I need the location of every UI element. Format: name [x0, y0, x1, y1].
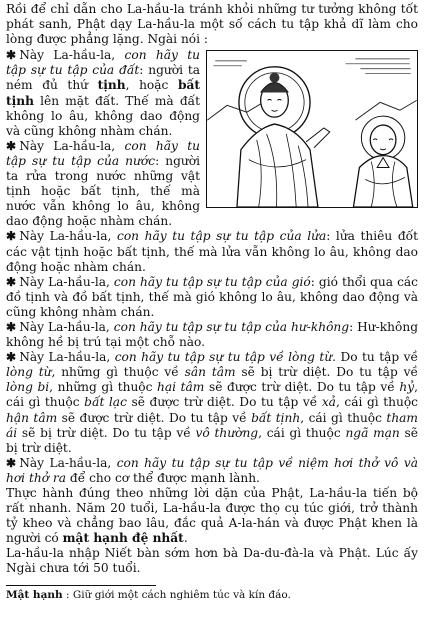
closing-paragraph-1 [6, 486, 418, 546]
p6-t11: sẽ bị trừ diệt. Do tu tập về [17, 425, 196, 440]
p6-t1: . Do tu tập về [332, 350, 418, 365]
p1-text1: : người ta ném đủ thứ [6, 63, 200, 93]
p4-intro: Này La-hầu-la, [19, 274, 114, 289]
practice-earth-paragraph [6, 48, 418, 139]
p3-intro: Này La-hầu-la, [19, 229, 118, 244]
closing1-end: . [183, 531, 188, 546]
p6-t2: , những gì thuộc về [51, 365, 185, 380]
p5-title: con hãy tu tập sự tu tập của hư-không [113, 319, 350, 334]
p6-conceit: ngã mạn [345, 425, 400, 440]
p6-t10: , cái gì thuộc [300, 410, 387, 425]
p6-title: con hãy tu tập sự tu tập về lòng từ [114, 350, 333, 365]
p6-t8: , cái gì thuộc [335, 395, 418, 410]
footnote [6, 589, 418, 602]
p6-t9: sẽ được trừ diệt. Do tu tập về [57, 410, 252, 425]
bullet-star-4: ✱ [6, 274, 17, 289]
p5-intro: Này La-hầu-la, [19, 319, 114, 334]
bullet-star-7: ✱ [6, 455, 17, 470]
p6-discontent: bất lạc [84, 395, 127, 410]
p7-title: con hãy tu tập sự tu tập về niệm hơi thở vô và hơi thở ra [6, 455, 418, 485]
practice-kindness-paragraph [6, 350, 418, 456]
p2-intro: Này La-hầu-la, [19, 138, 125, 153]
p6-equanimity: xả [321, 395, 336, 410]
p6-compassion: lòng bi [6, 380, 50, 395]
p1-bold-impure: bất tịnh [6, 78, 200, 108]
buddha-rahula-illustration [206, 50, 418, 208]
p6-impermanence: vô thường [195, 425, 259, 440]
p4-title: con hãy tu tập sự tu tập của gió [113, 274, 311, 289]
p6-t12: , cái gì thuộc [258, 425, 346, 440]
p6-t13: sẽ bị trừ diệt. [6, 425, 418, 455]
practice-fire-paragraph [6, 229, 418, 274]
p5-text: : Hư-không không hề bị trú tại một chỗ nào. [6, 319, 418, 350]
p6-intro: Này La-hầu-la, [19, 350, 115, 365]
p6-anger: sân tâm [184, 365, 236, 380]
practice-breathing-paragraph [6, 456, 418, 486]
intro-paragraph: Rồi để chỉ dẫn cho La-hầu-la tránh khỏi những tư tưởng không tốt phát sanh, Phật dạy La-hầu-la một số cách tu tập khả dĩ làm cho lòng được phẳng lặng. Ngài nói : [6, 2, 418, 47]
p6-t5: sẽ được trừ diệt. Do tu tập về [204, 380, 400, 395]
bullet-star-1: ✱ [6, 48, 17, 63]
p1-bold-pure: tịnh [97, 78, 126, 93]
p4-text: : gió thổi qua các đồ tịnh và đồ bất tịnh, thế mà gió không lo âu, không dao động và cũng không nhàm chán. [6, 274, 419, 319]
closing1-bold-term: mật hạnh đệ nhất [62, 531, 184, 546]
bullet-star-3: ✱ [6, 229, 17, 244]
bullet-star-6: ✱ [6, 350, 17, 365]
p1-title: con hãy tu tập sự tu tập của đất [6, 48, 200, 78]
p6-joy: hỷ [399, 380, 415, 395]
p7-intro: Này La-hầu-la, [19, 455, 117, 470]
p6-resentment: hận tâm [6, 410, 58, 425]
p1-text3: lên mặt đất. Thế mà đất không lo âu, không dao động và cũng không nhàm chán. [6, 93, 200, 138]
closing1-text: Thực hành đúng theo những lời dặn của Phật, La-hầu-la tiến bộ rất nhanh. Năm 20 tuổi, La-hầu-la được thọ cụ túc giới, trở thành tỷ kheo và chẳng bao lâu, đắc quả A-la-hán và được Phật khen là người có [6, 486, 418, 546]
p6-t3: sẽ bị trừ diệt. Do tu tập về [235, 365, 418, 380]
bullet-star-2: ✱ [6, 138, 17, 153]
footnote-text: : Giữ giới một cách nghiêm túc và kín đáo. [62, 588, 291, 601]
p6-t6: , cái gì thuộc [6, 380, 419, 410]
footnote-divider [6, 585, 156, 586]
p6-t7: sẽ được trừ diệt. Do tu tập về [126, 395, 322, 410]
p6-t4: , những gì thuộc [49, 380, 158, 395]
p6-loving-kindness: lòng từ [6, 365, 52, 380]
p3-title: con hãy tu tập sự tu tập của lửa [117, 229, 327, 244]
p1-text2: , hoặc [125, 78, 178, 93]
p2-title: con hãy tu tập sự tu tập của nước [6, 138, 200, 168]
p1-intro: Này La-hầu-la, [19, 48, 125, 63]
p6-impurity: bất tịnh [251, 410, 301, 425]
p3-text: : lửa thiêu đốt các vật tịnh hoặc bất tịnh, thế mà lửa vẫn không lo âu, không dao động hoặc nhàm chán. [6, 229, 418, 274]
p6-craving: tham ái [6, 410, 418, 440]
p2-text: : người ta rửa trong nước những vật tịnh hoặc bất tịnh, thế mà nước vẫn không lo âu, không dao động hoặc nhàm chán. [6, 153, 200, 229]
footnote-term: Mật hạnh [6, 588, 63, 601]
p6-harm: hại tâm [157, 380, 205, 395]
bullet-star-5: ✱ [6, 319, 17, 334]
practice-space-paragraph [6, 320, 418, 350]
closing-paragraph-2: La-hầu-la nhập Niết bàn sớm hơn bà Da-du-đà-la và Phật. Lúc ấy Ngài chưa tới 50 tuổi. [6, 546, 418, 576]
p7-text: để cho cơ thể được mạnh lành. [66, 470, 260, 485]
practice-wind-paragraph [6, 275, 418, 320]
